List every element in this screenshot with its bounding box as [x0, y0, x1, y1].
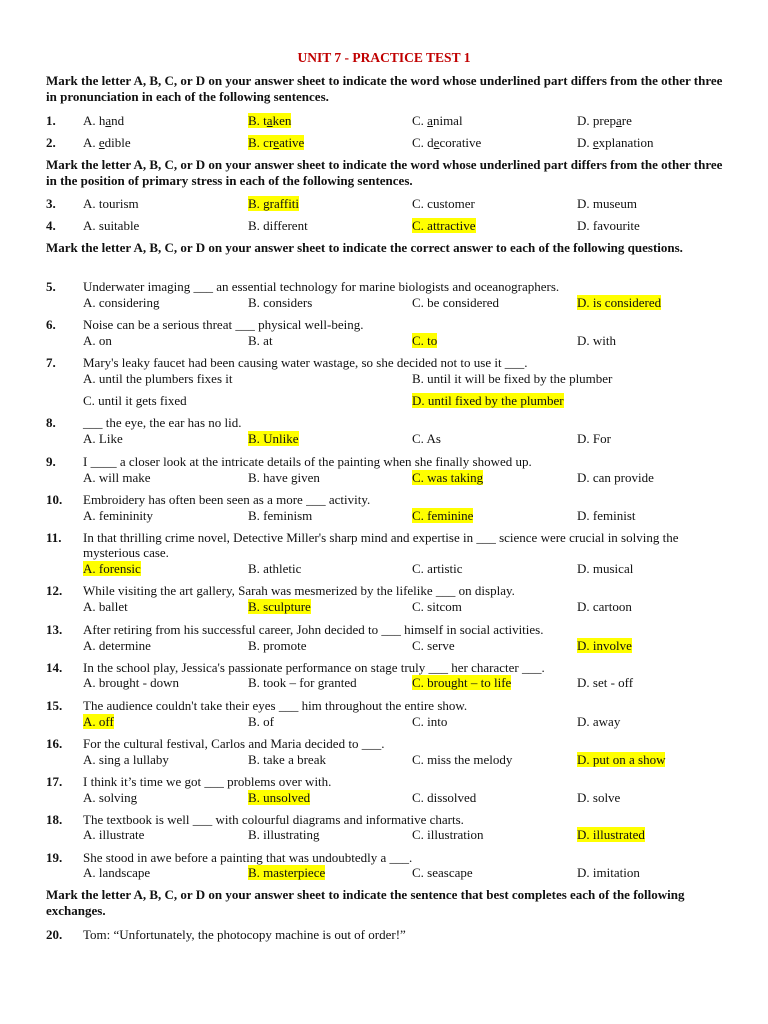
answer-option[interactable]	[83, 431, 123, 446]
question-stem: The audience couldn't take their eyes ___ him throughout the entire show.	[83, 698, 468, 713]
question-number: 5.	[46, 279, 56, 294]
question-stem: ___ the eye, the ear has no lid.	[83, 415, 242, 430]
option-text	[412, 113, 463, 128]
option-text: B. take a break	[248, 752, 326, 767]
option-text-end: re	[621, 113, 632, 128]
question-number: 13.	[46, 622, 63, 637]
highlighted-answer: B. unsolved	[248, 790, 311, 805]
answer-option[interactable]	[577, 752, 665, 767]
question-stem: While visiting the art gallery, Sarah was mesmerized by the lifelike ___ on display.	[83, 583, 515, 598]
answer-option[interactable]	[83, 333, 112, 348]
page-title: UNIT 7 - PRACTICE TEST 1	[297, 50, 471, 65]
option-text: C. seascape	[412, 865, 473, 880]
answer-option[interactable]	[412, 431, 441, 446]
question-number: 20.	[46, 927, 63, 942]
option-text-start: B. t	[248, 113, 267, 128]
answer-option[interactable]	[83, 714, 114, 729]
option-text: D. solve	[577, 790, 621, 805]
option-text-end: corative	[439, 135, 482, 150]
option-text: C. artistic	[412, 561, 463, 576]
answer-option[interactable]	[83, 371, 232, 386]
option-text: C. illustration	[412, 827, 484, 842]
option-text: A. suitable	[83, 218, 140, 233]
option-text-end: nd	[111, 113, 125, 128]
answer-option[interactable]	[412, 599, 462, 614]
highlighted-answer: C. brought – to life	[412, 675, 512, 690]
answer-option[interactable]	[248, 561, 301, 576]
option-text: A. considering	[83, 295, 160, 310]
option-text: A. illustrate	[83, 827, 145, 842]
option-text: A. will make	[83, 470, 151, 485]
question-number: 9.	[46, 454, 56, 469]
answer-option[interactable]	[577, 561, 633, 576]
option-text: C. serve	[412, 638, 455, 653]
option-text: B. athletic	[248, 561, 302, 576]
question-stem: Mary's leaky faucet had been causing water wastage, so she decided not to use it ___.	[83, 355, 528, 370]
question-number: 6.	[46, 317, 56, 332]
option-text: B. different	[248, 218, 308, 233]
answer-option[interactable]	[248, 113, 291, 128]
option-text-start: A. h	[83, 113, 106, 128]
question-stem: Underwater imaging ___ an essential technology for marine biologists and oceanographers.	[83, 279, 560, 294]
answer-option[interactable]	[83, 218, 139, 233]
question-stem: For the cultural festival, Carlos and Maria decided to ___.	[83, 736, 385, 751]
option-text: B. took – for granted	[248, 675, 357, 690]
underlined-letter: a	[105, 113, 112, 128]
highlighted-answer: D. involve	[577, 638, 632, 653]
option-text: B. promote	[248, 638, 307, 653]
question-number: 3.	[46, 196, 56, 211]
answer-option[interactable]	[248, 295, 312, 310]
answer-option[interactable]	[83, 827, 144, 842]
option-text-end: ken	[272, 113, 292, 128]
question-number: 10.	[46, 492, 63, 507]
highlighted-answer: D. put on a show	[577, 752, 666, 767]
answer-option[interactable]	[83, 638, 151, 653]
option-text: A. ballet	[83, 599, 128, 614]
instruction-1: Mark the letter A, B, C, or D on your answer sheet to indicate the word whose underlined part differs from the other three in pronunciation in each of the following sentences.	[46, 73, 723, 104]
underlined-letter: e	[433, 135, 440, 150]
answer-option[interactable]	[83, 196, 139, 211]
highlighted-answer: A. off	[83, 714, 114, 729]
answer-option[interactable]	[83, 295, 160, 310]
answer-option[interactable]	[577, 431, 611, 446]
underlined-letter: a	[427, 113, 433, 128]
question-stem: I think it’s time we got ___ problems over with.	[83, 774, 332, 789]
option-text: D. cartoon	[577, 599, 632, 614]
question-number: 12.	[46, 583, 63, 598]
answer-option[interactable]	[83, 113, 124, 128]
question-number: 16.	[46, 736, 63, 751]
option-text: B. until it will be fixed by the plumber	[412, 371, 613, 386]
answer-option[interactable]	[412, 675, 511, 690]
answer-option[interactable]	[248, 714, 274, 729]
option-text: B. considers	[248, 295, 313, 310]
underlined-letter: e	[592, 135, 599, 150]
question-number: 14.	[46, 660, 63, 675]
option-text: C. miss the melody	[412, 752, 513, 767]
answer-option[interactable]	[248, 827, 320, 842]
highlighted-answer: C. attractive	[412, 218, 476, 233]
underlined-letter: a	[616, 113, 622, 128]
answer-option[interactable]	[248, 865, 325, 880]
answer-option[interactable]	[412, 561, 463, 576]
option-text: A. sing a lullaby	[83, 752, 169, 767]
highlighted-answer: C. to	[412, 333, 438, 348]
answer-option[interactable]	[248, 752, 326, 767]
answer-option[interactable]	[577, 508, 636, 523]
answer-option[interactable]	[577, 470, 654, 485]
answer-option[interactable]	[577, 295, 661, 310]
option-text: C. be considered	[412, 295, 500, 310]
question-stem: Tom: “Unfortunately, the photocopy machine is out of order!”	[83, 927, 406, 942]
question-stem: After retiring from his successful career, John decided to ___ himself in social activities.	[83, 622, 544, 637]
answer-option[interactable]	[83, 790, 137, 805]
answer-option[interactable]	[248, 675, 357, 690]
question-stem: The textbook is well ___ with colourful diagrams and informative charts.	[83, 812, 464, 827]
answer-option[interactable]	[83, 599, 128, 614]
option-text: B. illustrating	[248, 827, 320, 842]
option-text: C. customer	[412, 196, 475, 211]
option-text	[83, 113, 124, 128]
highlighted-answer: D. is considered	[577, 295, 662, 310]
answer-option[interactable]	[412, 135, 481, 150]
highlighted-answer: B. sculpture	[248, 599, 311, 614]
answer-option[interactable]	[412, 333, 437, 348]
answer-option[interactable]	[412, 218, 476, 233]
answer-option[interactable]	[412, 714, 447, 729]
answer-option[interactable]	[412, 865, 473, 880]
option-text	[577, 113, 632, 128]
answer-option[interactable]	[577, 714, 620, 729]
answer-option[interactable]	[248, 470, 320, 485]
option-text-start: A.	[83, 135, 99, 150]
option-text: A. landscape	[83, 865, 151, 880]
question-number: 7.	[46, 355, 56, 370]
highlighted-answer	[248, 113, 291, 128]
answer-option[interactable]	[577, 675, 633, 690]
answer-option[interactable]	[577, 135, 654, 150]
option-text: A. until the plumbers fixes it	[83, 371, 233, 386]
answer-option[interactable]	[577, 827, 645, 842]
option-text: D. feminist	[577, 508, 636, 523]
underlined-letter: a	[266, 113, 273, 128]
answer-option[interactable]	[83, 393, 187, 408]
option-text: A. tourism	[83, 196, 139, 211]
question-number: 8.	[46, 415, 56, 430]
highlighted-answer: D. illustrated	[577, 827, 645, 842]
question-stem: She stood in awe before a painting that was undoubtedly a ___.	[83, 850, 413, 865]
answer-option[interactable]	[248, 218, 308, 233]
underlined-letter: e	[273, 135, 280, 150]
answer-option[interactable]	[412, 470, 483, 485]
option-text: B. feminism	[248, 508, 313, 523]
option-text: A. determine	[83, 638, 151, 653]
answer-option[interactable]	[248, 431, 299, 446]
option-text: C. dissolved	[412, 790, 477, 805]
option-text-end: xplanation	[598, 135, 654, 150]
option-text: B. of	[248, 714, 274, 729]
option-text: A. on	[83, 333, 112, 348]
instruction-4: Mark the letter A, B, C, or D on your answer sheet to indicate the sentence that best completes each of the following exchanges.	[46, 887, 685, 918]
option-text	[83, 135, 131, 150]
option-text-end: ative	[279, 135, 305, 150]
question-number: 11.	[46, 530, 62, 545]
answer-option[interactable]	[412, 196, 475, 211]
option-text: C. until it gets fixed	[83, 393, 187, 408]
option-text: D. favourite	[577, 218, 640, 233]
question-stem: In the school play, Jessica's passionate performance on stage truly ___ her character ___.	[83, 660, 545, 675]
answer-option[interactable]	[83, 470, 151, 485]
option-text: C. sitcom	[412, 599, 462, 614]
question-number: 1.	[46, 113, 56, 128]
option-text-start: C. d	[412, 135, 434, 150]
option-text: A. Like	[83, 431, 123, 446]
answer-option[interactable]	[577, 638, 632, 653]
answer-option[interactable]	[577, 599, 632, 614]
answer-option[interactable]	[248, 508, 312, 523]
answer-option[interactable]	[577, 333, 616, 348]
option-text: A. solving	[83, 790, 138, 805]
answer-option[interactable]	[248, 333, 273, 348]
answer-option[interactable]	[83, 561, 141, 576]
underlined-letter: e	[98, 135, 105, 150]
option-text: D. away	[577, 714, 621, 729]
answer-option[interactable]	[412, 827, 484, 842]
highlighted-answer: B. masterpiece	[248, 865, 326, 880]
option-text: D. imitation	[577, 865, 640, 880]
option-text: B. have given	[248, 470, 320, 485]
option-text: C. As	[412, 431, 441, 446]
question-stem: I ____ a closer look at the intricate details of the painting when she finally showed up.	[83, 454, 532, 469]
answer-option[interactable]	[577, 218, 640, 233]
option-text: D. with	[577, 333, 616, 348]
option-text	[577, 135, 654, 150]
question-number: 15.	[46, 698, 63, 713]
option-text: A. brought - down	[83, 675, 180, 690]
answer-option[interactable]	[412, 638, 455, 653]
question-stem: Embroidery has often been seen as a more ___ activity.	[83, 492, 371, 507]
question-number: 18.	[46, 812, 63, 827]
answer-option[interactable]	[412, 393, 564, 408]
question-number: 4.	[46, 218, 56, 233]
answer-option[interactable]	[83, 675, 179, 690]
question-stem: In that thrilling crime novel, Detective Miller's sharp mind and expertise in ___ science were crucial in solving the mysterious case.	[83, 530, 679, 560]
highlighted-answer: B. graffiti	[248, 196, 300, 211]
highlighted-answer: A. forensic	[83, 561, 141, 576]
highlighted-answer: D. until fixed by the plumber	[412, 393, 564, 408]
answer-option[interactable]	[83, 508, 153, 523]
option-text-start: B. cr	[248, 135, 274, 150]
option-text: C. into	[412, 714, 448, 729]
option-text-start: C.	[412, 113, 428, 128]
question-number: 19.	[46, 850, 63, 865]
answer-option[interactable]	[577, 196, 637, 211]
option-text: D. museum	[577, 196, 637, 211]
option-text-start: D.	[577, 135, 593, 150]
answer-option[interactable]	[412, 113, 463, 128]
option-text: D. can provide	[577, 470, 654, 485]
highlighted-answer: C. feminine	[412, 508, 474, 523]
answer-option[interactable]	[83, 865, 150, 880]
answer-option[interactable]	[412, 752, 512, 767]
option-text: A. femininity	[83, 508, 154, 523]
answer-option[interactable]	[412, 508, 473, 523]
option-text: B. at	[248, 333, 273, 348]
question-number: 2.	[46, 135, 56, 150]
answer-option[interactable]	[577, 113, 632, 128]
highlighted-answer: C. was taking	[412, 470, 484, 485]
option-text-end: nimal	[432, 113, 463, 128]
option-text-start: D. prep	[577, 113, 616, 128]
question-stem: Noise can be a serious threat ___ physical well-being.	[83, 317, 364, 332]
option-text: D. set - off	[577, 675, 634, 690]
answer-option[interactable]	[412, 295, 499, 310]
option-text: D. musical	[577, 561, 634, 576]
answer-option[interactable]	[577, 790, 620, 805]
answer-option[interactable]	[248, 196, 299, 211]
answer-option[interactable]	[248, 599, 311, 614]
answer-option[interactable]	[412, 790, 476, 805]
highlighted-answer: B. Unlike	[248, 431, 299, 446]
answer-option[interactable]	[248, 790, 310, 805]
answer-option[interactable]	[83, 135, 131, 150]
instruction-3: Mark the letter A, B, C, or D on your answer sheet to indicate the correct answer to each of the following questions.	[46, 240, 683, 255]
option-text: D. For	[577, 431, 611, 446]
answer-option[interactable]	[248, 135, 304, 150]
question-number: 17.	[46, 774, 63, 789]
instruction-2: Mark the letter A, B, C, or D on your answer sheet to indicate the word whose underlined part differs from the other three in the position of primary stress in each of the following sentences.	[46, 157, 723, 188]
answer-option[interactable]	[412, 371, 612, 386]
option-text	[412, 135, 481, 150]
answer-option[interactable]	[577, 865, 640, 880]
answer-option[interactable]	[248, 638, 307, 653]
answer-option[interactable]	[83, 752, 169, 767]
highlighted-answer	[248, 135, 304, 150]
option-text-end: dible	[104, 135, 131, 150]
